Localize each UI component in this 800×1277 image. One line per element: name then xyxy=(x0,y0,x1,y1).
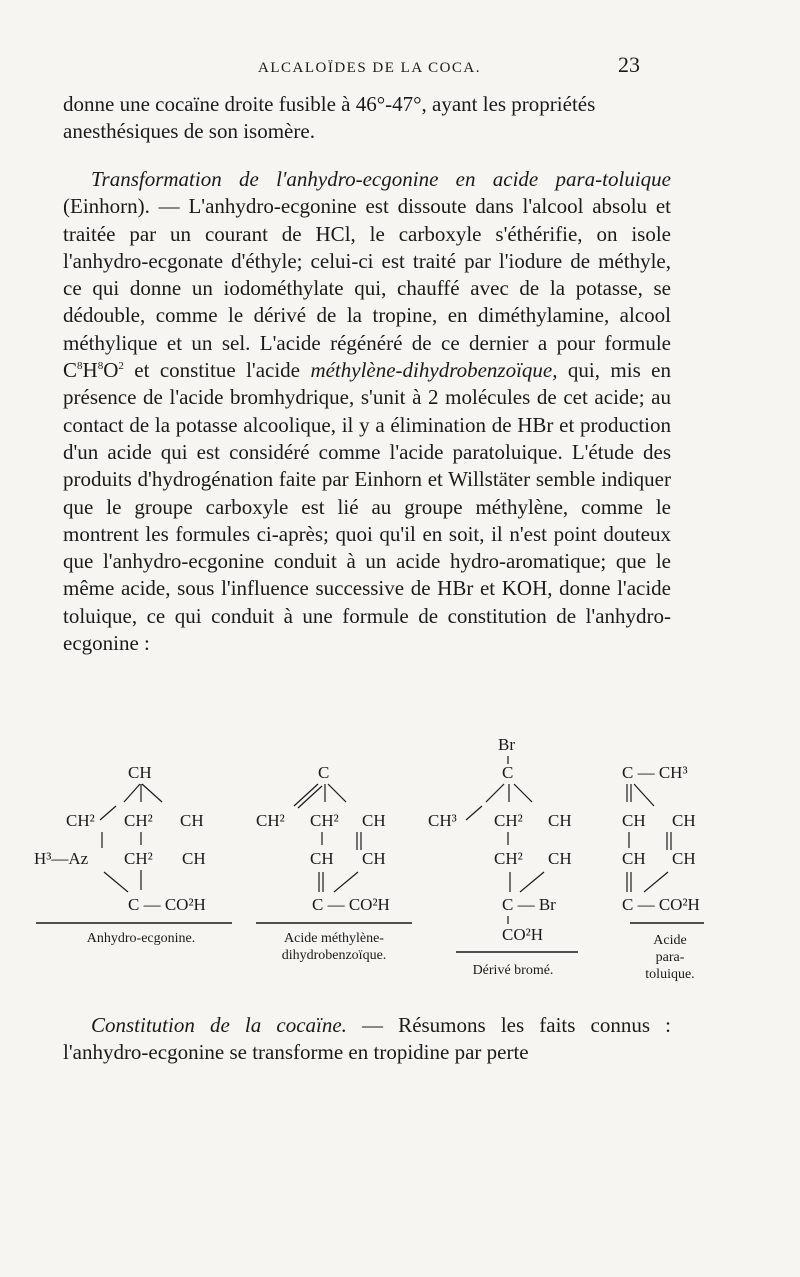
f4-c-co2h: C — CO²H xyxy=(622,895,700,914)
f3-ch-right: CH xyxy=(548,811,572,830)
section-title-transformation: Transformation de l'anhydro-ecgonine en acide para-toluique xyxy=(91,167,671,191)
f4-bond xyxy=(644,872,668,892)
f1-ch-right-low: CH xyxy=(182,849,206,868)
caption-paratoluique-line2: para- xyxy=(655,950,685,965)
caption-brome: Dérivé bromé. xyxy=(472,963,554,978)
f2-c-co2h: C — CO²H xyxy=(312,895,390,914)
section-title-constitution: Constitution de la cocaïne. xyxy=(91,1013,347,1037)
caption-paratoluique-line1: Acide xyxy=(653,933,687,948)
f3-c-top: C xyxy=(502,763,514,782)
f1-bond xyxy=(124,784,140,802)
f4-ch-left-low: CH xyxy=(622,849,646,868)
transformation-text-c: qui, mis en présence de l'acide bromhydrique, s'unit à 2 molécules de cet acide; au contact de la potasse alcoolique, il y a élimination de HBr et production d'un acide qui est considéré comme l'acide paratoluique. L'étude des produits d'hydrogénation faite par Einhorn et Willstäter semble indiquer que le groupe carboxyle est lié au groupe méthylène, comme le montrent les formules ci-après; quoi qu'il en soit, il n'est point douteux que l'anhydro-ecgonine conduit à un acide hydro-aromatique; que le même acide, sous l'influence successive de HBr et KOH, donne l'acide toluique, ce qui conduit à une formule de constitution de l'anhydro-ecgonine : xyxy=(63,358,672,656)
f3-bond xyxy=(486,784,504,802)
caption-paratoluique-line3: toluique. xyxy=(645,967,695,982)
formula-methylene xyxy=(256,763,412,923)
f3-ch3: CH³ xyxy=(428,811,457,830)
formula-sub-c: 8 xyxy=(77,360,83,373)
intro-line-1: donne une cocaïne droite fusible à 46°-47°, ayant les propriétés xyxy=(63,92,596,116)
transformation-text-a: (Einhorn). — L'anhydro-ecgonine est dissoute dans l'alcool absolu et traitée par un courant de HCl, le carboxyle s'éthérifie, on isole l'anhydro-ecgonate d'éthyle; celui-ci est traité par l'iodure de méthyle, ce qui donne un iodométhylate qui, chauffé avec de la potasse, se dédouble, comme le dérivé de la tropine, en diméthylamine, alcool méthylique et un sel. L'acide régénéré de ce dernier a pour formule C xyxy=(63,194,671,383)
caption-methylene xyxy=(256,930,412,964)
f1-c-co2h: C — CO²H xyxy=(128,895,206,914)
f2-bond xyxy=(294,784,318,806)
formula-paratoluique xyxy=(622,763,704,923)
caption-paratoluique xyxy=(632,932,708,983)
page-number: 23 xyxy=(618,52,640,77)
f2-ch-low-right: CH xyxy=(362,849,386,868)
f4-bond xyxy=(634,784,654,806)
f3-br-top: Br xyxy=(498,735,515,754)
f2-ch2-mid: CH² xyxy=(310,811,339,830)
f3-ch2-mid: CH² xyxy=(494,811,523,830)
f1-ch2-mid: CH² xyxy=(124,811,153,830)
formula-h: H xyxy=(82,358,98,383)
running-title: ALCALOÏDES DE LA COCA. xyxy=(258,60,481,76)
formula-sub-o: 2 xyxy=(118,360,124,373)
f1-ch-right: CH xyxy=(180,811,204,830)
f3-bond xyxy=(520,872,544,892)
f2-ch-right: CH xyxy=(362,811,386,830)
f1-ch2-left: CH² xyxy=(66,811,95,830)
f2-ch2-left: CH² xyxy=(256,811,285,830)
f4-ch-left: CH xyxy=(622,811,646,830)
caption-anhydro: Anhydro-ecgonine. xyxy=(86,931,196,946)
f1-ch2-low: CH² xyxy=(124,849,153,868)
f4-ch-right-low: CH xyxy=(672,849,696,868)
constitution-text: — Résumons les faits connus : l'anhydro-ecgonine se transforme en tropidine par perte xyxy=(63,1013,671,1065)
acid-name-italic: méthylène-dihydrobenzoïque, xyxy=(310,358,558,383)
f2-c-top: C xyxy=(318,763,330,782)
transformation-text-b: et constitue l'acide xyxy=(123,358,311,383)
f2-ch-low-left: CH xyxy=(310,849,334,868)
f1-h3az: H³—Az xyxy=(34,849,89,868)
f2-bond xyxy=(328,784,346,802)
running-header xyxy=(0,52,800,84)
formula-o: O xyxy=(103,358,119,383)
f1-bond xyxy=(100,806,116,820)
formula-anhydro-ecgonine xyxy=(34,763,232,923)
caption-methylene-line2: dihydrobenzoïque. xyxy=(281,948,387,963)
paragraph-intro xyxy=(63,91,671,146)
paragraph-constitution xyxy=(63,1012,671,1067)
f2-bond xyxy=(298,786,322,808)
formula-derive-brome xyxy=(428,735,578,952)
f1-bond xyxy=(142,784,162,802)
f3-ch-right-low: CH xyxy=(548,849,572,868)
f1-bond xyxy=(104,872,128,892)
f3-bond xyxy=(466,806,482,820)
f3-bond xyxy=(514,784,532,802)
f4-ch-right: CH xyxy=(672,811,696,830)
f3-ch2-low: CH² xyxy=(494,849,523,868)
formula-sub-h: 8 xyxy=(97,360,104,373)
paragraph-transformation xyxy=(63,166,671,657)
f3-c-br: C — Br xyxy=(502,895,556,914)
intro-line-2: anesthésiques de son isomère. xyxy=(63,119,315,144)
structural-formulas xyxy=(0,730,800,1000)
f3-co2h: CO²H xyxy=(502,925,543,944)
f1-ch-top: CH xyxy=(128,763,152,782)
f2-bond xyxy=(334,872,358,892)
f4-c-ch3: C — CH³ xyxy=(622,763,688,782)
caption-methylene-line1: Acide méthylène- xyxy=(284,931,384,946)
